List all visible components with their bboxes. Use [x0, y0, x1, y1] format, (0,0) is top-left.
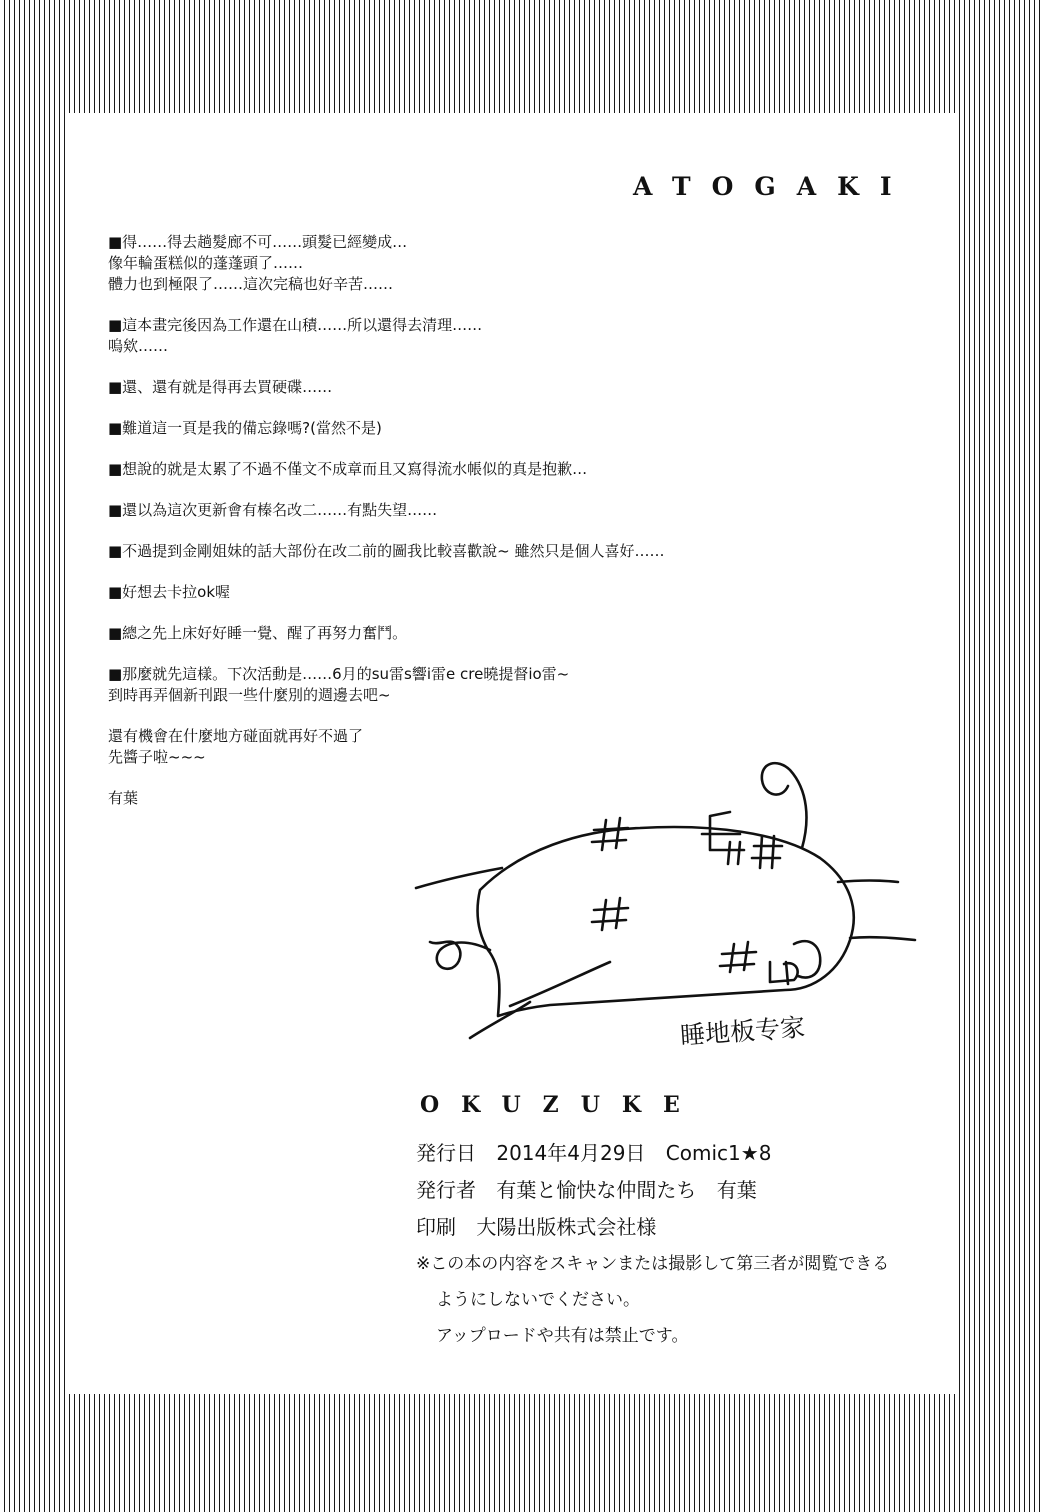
printer-label: 印刷	[416, 1215, 456, 1239]
cat-paw	[430, 942, 490, 969]
cat-whisker-2	[850, 937, 915, 940]
date-value: 2014年4月29日	[496, 1141, 646, 1165]
afterword-line: 體力也到極限了……這次完稿也好辛苦……	[108, 275, 394, 293]
afterword-line: 先醬子啦~~~	[108, 748, 206, 766]
afterword-line: ■那麼就先這樣。下次活動是……6月的su雷s響i雷e cre曉提督io雷~	[108, 665, 570, 683]
colophon-publisher-row	[416, 1177, 956, 1203]
cat-ear-line	[416, 868, 502, 888]
afterword-line: ■這本畫完後因為工作還在山積……所以還得去清理……	[108, 316, 483, 334]
stitch-patch-1	[702, 812, 782, 868]
afterword-paragraph	[108, 459, 868, 480]
afterword-notes	[108, 232, 868, 809]
afterword-line: ■不過提到金剛姐妹的話大部份在改二前的圖我比較喜歡說~ 雖然只是個人喜好……	[108, 542, 665, 560]
printer-value: 大陽出版株式会社様	[476, 1215, 657, 1239]
afterword-line: ■難道這一頁是我的備忘錄嗎?(當然不是)	[108, 419, 382, 437]
afterword-line: ■好想去卡拉ok喔	[108, 583, 231, 601]
copy-notice	[416, 1251, 956, 1349]
afterword-paragraph	[108, 232, 868, 295]
stitch-mark-2	[592, 898, 628, 930]
afterword-paragraph	[108, 664, 868, 706]
afterword-line: 嗚欸……	[108, 337, 169, 355]
stitch-mark-1	[592, 818, 628, 850]
afterword-paragraph	[108, 500, 868, 521]
cat-back-leg	[470, 1002, 530, 1038]
afterword-line: 到時再弄個新刊跟一些什麼別的週邊去吧~	[108, 686, 391, 704]
atogaki-title: ATOGAKI	[633, 172, 913, 201]
cat-body-outline	[478, 827, 854, 1016]
cat-front-leg	[510, 962, 610, 1006]
afterword-paragraph	[108, 541, 868, 562]
date-label: 発行日	[416, 1141, 476, 1165]
stitch-patch-2	[770, 941, 820, 984]
notice-line-1: ※この本の内容をスキャンまたは撮影して第三者が閲覧できる	[416, 1254, 890, 1274]
notice-line-3: アップロードや共有は禁止です。	[436, 1326, 689, 1346]
cat-whisker-1	[838, 881, 898, 883]
afterword-line: 還有機會在什麼地方碰面就再好不過了	[108, 727, 364, 745]
event-name: Comic1★8	[665, 1141, 772, 1165]
publisher-name: 有葉	[716, 1178, 757, 1202]
sleeping-cat-drawing	[410, 740, 930, 1070]
publisher-label: 発行者	[416, 1178, 476, 1202]
afterword-line: ■得……得去趟髮廊不可……頭髮已經變成…	[108, 233, 408, 251]
afterword-line: ■想說的就是太累了不過不僅文不成章而且又寫得流水帳似的真是抱歉…	[108, 460, 588, 478]
colophon	[416, 1140, 956, 1349]
publisher-value: 有葉と愉快な仲間たち	[496, 1178, 697, 1202]
afterword-paragraph	[108, 377, 868, 398]
afterword-line: 像年輪蛋糕似的蓬蓬頭了……	[108, 254, 304, 272]
signature: 有葉	[108, 789, 139, 807]
afterword-line: ■還以為這次更新會有榛名改二……有點失望……	[108, 501, 438, 519]
afterword-line: ■還、還有就是得再去買硬碟……	[108, 378, 333, 396]
cat-tail	[762, 763, 807, 848]
colophon-date-row	[416, 1140, 956, 1166]
notice-line-2: ようにしないでください。	[436, 1290, 640, 1310]
afterword-paragraph	[108, 582, 868, 603]
afterword-paragraph	[108, 623, 868, 644]
afterword-paragraph	[108, 315, 868, 357]
stitch-mark-3	[720, 942, 756, 972]
afterword-line: ■總之先上床好好睡一覺、醒了再努力奮鬥。	[108, 624, 408, 642]
illustration-caption: 睡地板专家	[679, 1012, 806, 1051]
colophon-printer-row	[416, 1214, 956, 1240]
okuzuke-title: OKUZUKE	[420, 1092, 702, 1118]
afterword-paragraph	[108, 418, 868, 439]
